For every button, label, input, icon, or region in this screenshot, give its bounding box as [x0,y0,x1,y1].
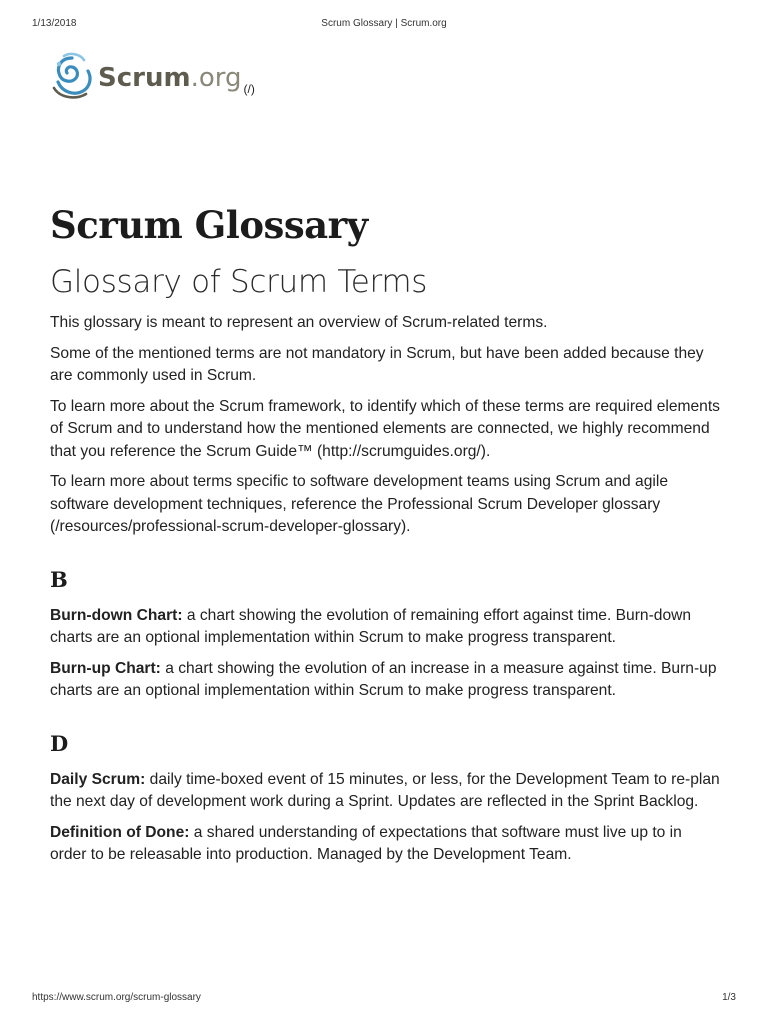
main-content [50,200,722,875]
glossary-term: Burn-down Chart: [50,606,183,624]
section-letter-b: B [50,566,68,592]
intro-paragraph: Some of the mentioned terms are not mandatory in Scrum, but have been added because they are commonly used in Scrum. [50,344,704,384]
page-title: Scrum Glossary [50,203,368,247]
print-page-number: 1/3 [722,992,736,1003]
print-footer [32,992,736,1006]
glossary-entry [50,658,722,703]
section-letter-d: D [50,730,69,756]
glossary-definition: a chart showing the evolution of remaining effort against time. Burn-down charts are an optional implementation within Scrum to make progress transparent. [50,606,692,646]
page-subtitle: Glossary of Scrum Terms [50,264,428,300]
intro-paragraph[interactable]: To learn more about terms specific to software development teams using Scrum and agile software development techniques, reference the Professional Scrum Developer glossary (/resources/professional-scrum-developer-glossary). [50,473,668,535]
intro-paragraph[interactable]: To learn more about the Scrum framework, to identify which of these terms are required elements of Scrum and to understand how the mentioned elements are connected, we highly recommend that you reference the Scrum Guide™ (http://scrumguides.org/). [50,397,720,460]
glossary-definition: a chart showing the evolution of an increase in a measure against time. Burn-up charts are an optional implementation within Scrum to make progress transparent. [50,659,717,699]
scrum-org-logo-link[interactable] [50,50,255,100]
intro-paragraph: This glossary is meant to represent an overview of Scrum-related terms. [50,314,548,331]
glossary-term: Burn-up Chart: [50,659,161,677]
glossary-definition: a shared understanding of expectations that software must live up to in order to be releasable into production. Managed by the Development Team. [50,823,682,863]
glossary-entry [50,605,722,650]
logo-wordmark: Scrum.org [98,63,242,93]
print-page-title: Scrum Glossary | Scrum.org [321,18,447,29]
glossary-entry [50,822,722,867]
glossary-definition: daily time-boxed event of 15 minutes, or less, for the Development Team to re-plan the next day of development work during a Sprint. Updates are reflected in the Sprint Backlog. [50,770,720,810]
logo-link-url: (/) [243,82,255,96]
scrum-swirl-logo-icon [50,52,94,100]
print-date: 1/13/2018 [32,18,77,29]
print-header [32,18,736,32]
glossary-entry [50,769,722,814]
glossary-term: Daily Scrum: [50,770,146,788]
glossary-term: Definition of Done: [50,823,190,841]
print-url: https://www.scrum.org/scrum-glossary [32,992,201,1003]
